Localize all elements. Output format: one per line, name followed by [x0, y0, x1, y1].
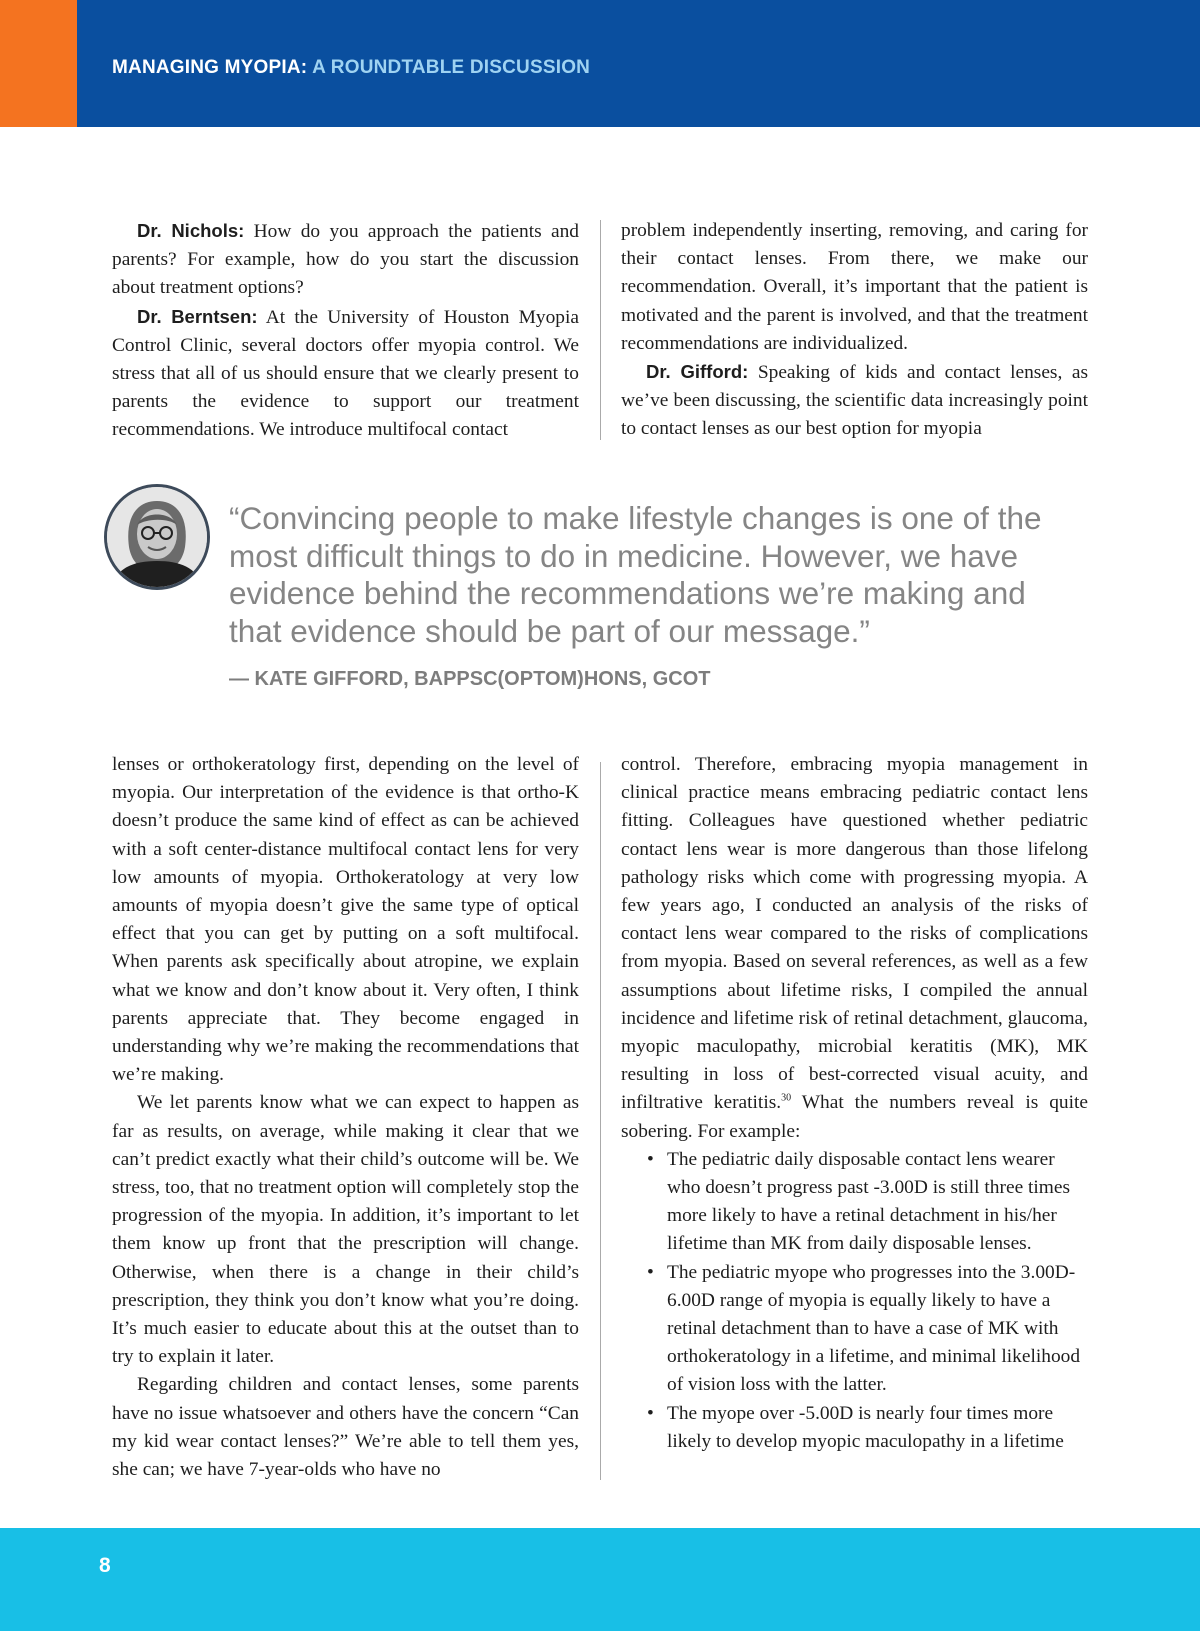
paragraph: We let parents know what we can expect to happen as far as results, on average, while making it clear that we can’t predict exactly what their child’s outcome will be. We stress, too, that no treatment option will completely stop the progression of the myopia. In addition, it’s important to let them know up front that the prescription will change. Otherwise, when there is a change in their child’s prescription, they think you don’t know what you’re doing. It’s much easier to educate about this at the outset than to try to explain it later.: [112, 1092, 579, 1368]
bullet-list: [621, 1146, 1088, 1456]
bullet-icon: •: [647, 1402, 654, 1424]
header-title-sub: A ROUNDTABLE DISCUSSION: [312, 57, 591, 78]
paragraph: [621, 751, 1088, 1146]
paragraph: Regarding children and contact lenses, some parents have no issue whatsoever and others have the concern “Can my kid wear contact lenses?” We’re able to tell them yes, she can; we have 7-year-olds who have no: [112, 1374, 579, 1481]
header-accent-bar: [0, 0, 77, 127]
speaker-portrait: [104, 484, 210, 590]
portrait-image: [107, 487, 207, 587]
top-left-column: [112, 217, 579, 445]
paragraph: lenses or orthokeratology first, depending on the level of myopia. Our interpretation of the evidence is that ortho-K doesn’t produce the same kind of effect as can be achieved with a soft center-distance multifocal contact lens for very low amounts of myopia. Orthokeratology at very low amounts of myopia doesn’t give the same type of optical effect that you can get by putting on a soft multifocal. When parents ask specifically about atropine, we explain what we know and don’t know about it. Very often, I think parents appreciate that. They become engaged in understanding why we’re making the recommendations that we’re making.: [112, 754, 579, 1086]
speaker-label: Dr. Berntsen:: [137, 305, 258, 327]
paragraph: [112, 217, 579, 303]
list-item-text: The pediatric daily disposable contact lens wearer who doesn’t progress past -3.00D is still three times more likely to have a retinal detachment in his/her lifetime than MK from daily disposable lenses.: [667, 1148, 1071, 1255]
speaker-label: Dr. Nichols:: [137, 220, 245, 241]
bottom-left-column: [112, 751, 579, 1484]
bullet-icon: •: [647, 1148, 654, 1170]
paragraph: [621, 358, 1088, 444]
speaker-label: Dr. Gifford:: [646, 361, 749, 383]
header-title-main: MANAGING MYOPIA:: [112, 57, 308, 78]
paragraph-text: problem independently inserting, removing, and caring for their contact lenses. From there, we make our recommendation. Overall, it’s important that the patient is motivated and the parent is involved, and that the treatment recommendations are individualized.: [621, 220, 1088, 354]
list-item-text: The pediatric myope who progresses into the 3.00D-6.00D range of myopia is equally likely to have a retinal detachment than to have a case of MK with orthokeratology in a lifetime, and minimal likelihood of vision loss with the latter.: [667, 1261, 1081, 1396]
footer-banner: [0, 1528, 1200, 1631]
paragraph-text: What the numbers reveal is quite sobering. For example:: [621, 1092, 1088, 1142]
paragraph-text: How do you approach the patients and parents? For example, how do you start the discussion about treatment options?: [112, 221, 579, 299]
pull-quote-attribution: — KATE GIFFORD, BAPPSC(OPTOM)HONS, GCOT: [229, 668, 711, 690]
list-item: [621, 1400, 1088, 1456]
top-right-column: [621, 217, 1088, 444]
column-divider: [600, 220, 601, 440]
pull-quote: “Convincing people to make lifestyle changes is one of the most difficult things to do in medicine. However, we have evidence behind the recommendations we’re making and that evidence should be part of our message.”: [229, 500, 1042, 649]
paragraph-text: At the University of Houston Myopia Control Clinic, several doctors offer myopia control. We stress that all of us should ensure that we clearly present to parents the evidence to support our treatment recommendations. We introduce multifocal contact: [112, 306, 580, 441]
reference-superscript: 30: [781, 1092, 792, 1104]
list-item: [621, 1146, 1088, 1259]
page-number: 8: [99, 1554, 111, 1577]
list-item-text: The myope over -5.00D is nearly four times more likely to develop myopic maculopathy in a lifetime: [667, 1402, 1064, 1452]
paragraph-text: control. Therefore, embracing myopia management in clinical practice means embracing pediatric contact lens fitting. Colleagues have questioned whether pediatric contact lens wear is more dangerous than those lifelong pathology risks which come with progressing myopia. A few years ago, I conducted an analysis of the risks of contact lens wear compared to the risks of complications from myopia. Based on several references, as well as a few assumptions about lifetime risks, I compiled the annual incidence and lifetime risk of retinal detachment, glaucoma, myopic maculopathy, microbial keratitis (MK), MK resulting in loss of best-corrected visual acuity, and infiltrative keratitis.: [621, 754, 1088, 1114]
bullet-icon: •: [647, 1261, 654, 1283]
paragraph: [621, 217, 1088, 358]
bottom-right-column: [621, 751, 1088, 1456]
paragraph: [112, 303, 579, 445]
column-divider: [600, 762, 601, 1480]
running-header: [112, 57, 590, 79]
paragraph-text: Speaking of kids and contact lenses, as we’ve been discussing, the scientific data increasingly point to contact lenses as our best option for myopia: [621, 362, 1088, 440]
list-item: [621, 1259, 1088, 1400]
